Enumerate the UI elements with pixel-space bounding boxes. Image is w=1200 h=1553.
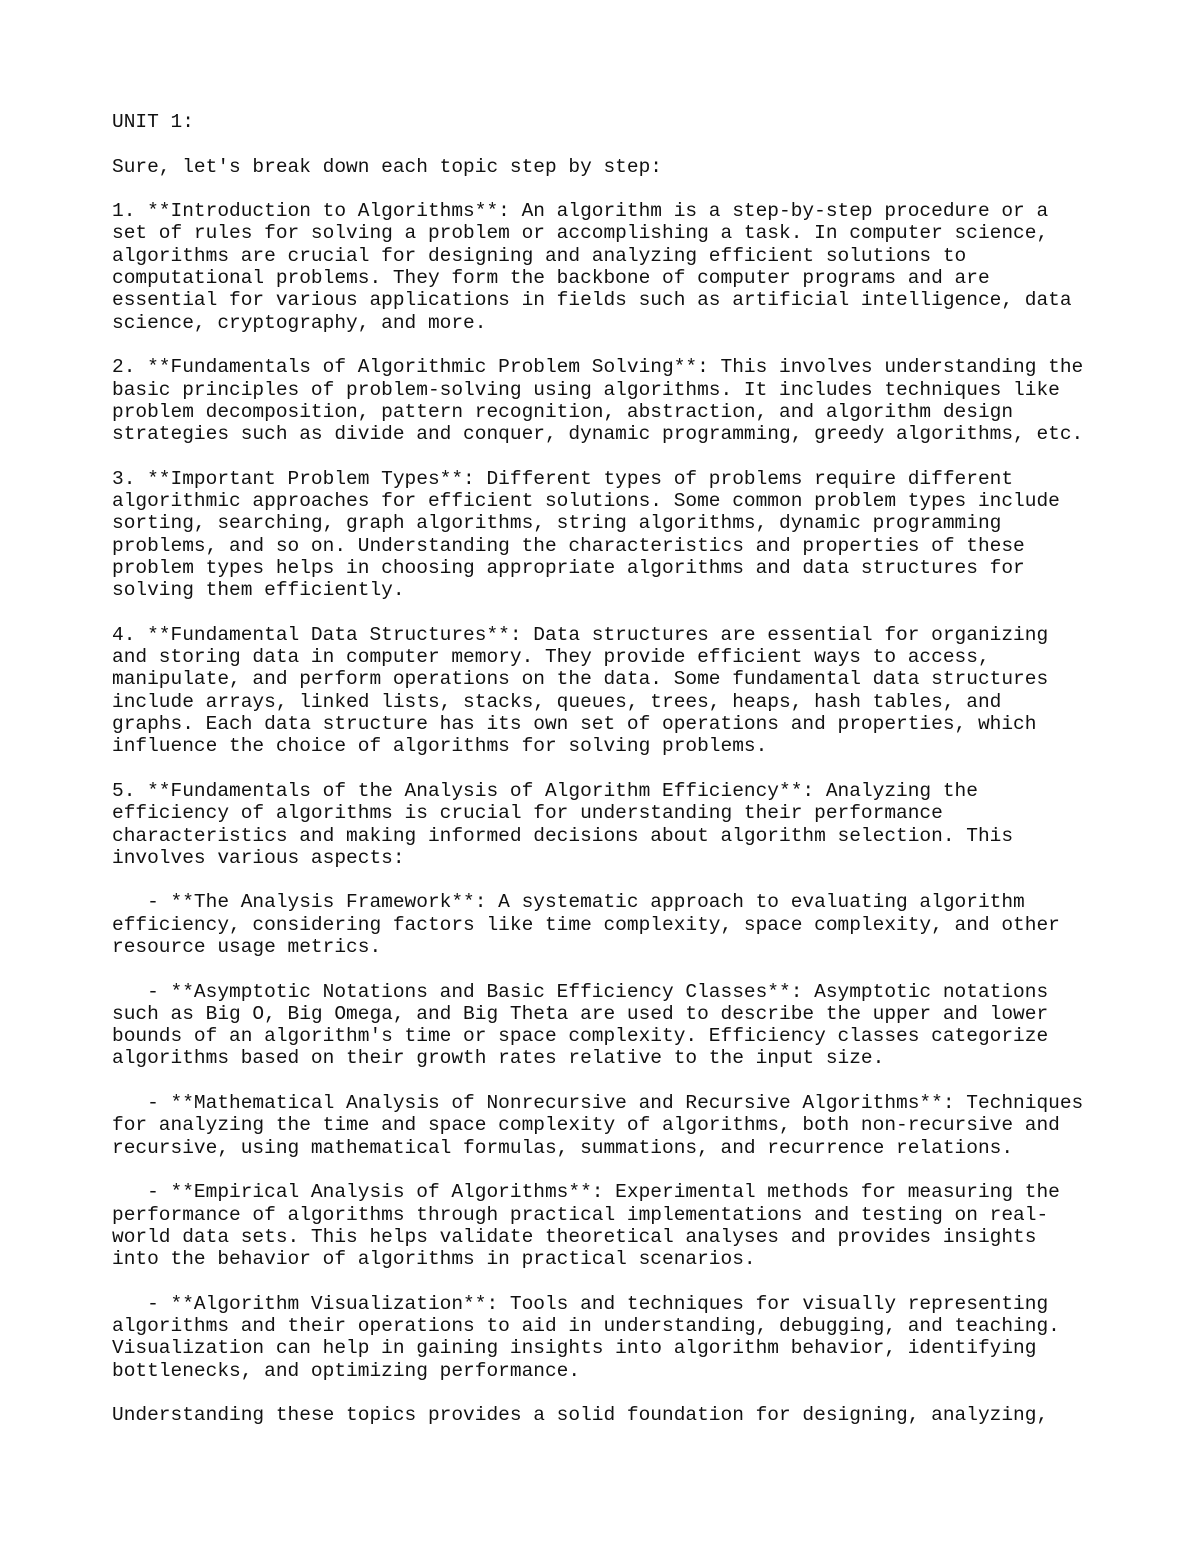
text-line: influence the choice of algorithms for solving problems. xyxy=(112,735,768,758)
text-line: 1. **Introduction to Algorithms**: An algorithm is a step-by-step procedure or a xyxy=(112,200,1049,223)
blank-line xyxy=(112,334,1112,356)
blank-line xyxy=(112,602,1112,624)
text-line: Visualization can help in gaining insights into algorithm behavior, identifying xyxy=(112,1337,1037,1360)
text-line: problem types helps in choosing appropriate algorithms and data structures for xyxy=(112,556,1025,579)
text-line: into the behavior of algorithms in practical scenarios. xyxy=(112,1248,756,1271)
text-line: performance of algorithms through practical implementations and testing on real- xyxy=(112,1203,1049,1226)
text-line: basic principles of problem-solving using algorithms. It includes techniques like xyxy=(112,378,1060,401)
text-line: graphs. Each data structure has its own set of operations and properties, which xyxy=(112,713,1037,736)
text-line: bounds of an algorithm's time or space complexity. Efficiency classes categorize xyxy=(112,1025,1049,1048)
blank-line xyxy=(112,445,1112,467)
text-line: such as Big O, Big Omega, and Big Theta are used to describe the upper and lower xyxy=(112,1002,1049,1025)
text-line: sorting, searching, graph algorithms, string algorithms, dynamic programming xyxy=(112,512,1002,535)
text-line: strategies such as divide and conquer, dynamic programming, greedy algorithms, etc. xyxy=(112,423,1084,446)
text-line: Sure, let's break down each topic step by step: xyxy=(112,155,662,178)
text-line: manipulate, and perform operations on the data. Some fundamental data structures xyxy=(112,668,1049,691)
text-line: efficiency, considering factors like time complexity, space complexity, and other xyxy=(112,913,1060,936)
text-line: essential for various applications in fields such as artificial intelligence, data xyxy=(112,289,1072,312)
blank-line xyxy=(112,758,1112,780)
text-line: Understanding these topics provides a solid foundation for designing, analyzing, xyxy=(112,1404,1049,1427)
text-line: - **Mathematical Analysis of Nonrecursive and Recursive Algorithms**: Techniques xyxy=(112,1092,1084,1115)
text-line: for analyzing the time and space complexity of algorithms, both non-recursive and xyxy=(112,1114,1060,1137)
text-line: characteristics and making informed decisions about algorithm selection. This xyxy=(112,824,1014,847)
text-line: and storing data in computer memory. They provide efficient ways to access, xyxy=(112,646,990,669)
text-line: involves various aspects: xyxy=(112,846,405,869)
text-line: - **The Analysis Framework**: A systematic approach to evaluating algorithm xyxy=(112,891,1025,914)
text-line: problem decomposition, pattern recognition, abstraction, and algorithm design xyxy=(112,400,1014,423)
text-line: algorithms based on their growth rates relative to the input size. xyxy=(112,1047,885,1070)
blank-line xyxy=(112,958,1112,980)
blank-line xyxy=(112,1159,1112,1181)
text-line: - **Asymptotic Notations and Basic Efficiency Classes**: Asymptotic notations xyxy=(112,980,1049,1003)
text-line: recursive, using mathematical formulas, summations, and recurrence relations. xyxy=(112,1136,1014,1159)
blank-line xyxy=(112,1070,1112,1092)
text-line: algorithms and their operations to aid in understanding, debugging, and teaching. xyxy=(112,1315,1060,1338)
blank-line xyxy=(112,178,1112,200)
blank-line xyxy=(112,869,1112,891)
blank-line xyxy=(112,133,1112,155)
blank-line xyxy=(112,1382,1112,1404)
text-line: 3. **Important Problem Types**: Different types of problems require different xyxy=(112,467,1014,490)
text-line: efficiency of algorithms is crucial for understanding their performance xyxy=(112,802,943,825)
text-line: bottlenecks, and optimizing performance. xyxy=(112,1359,581,1382)
text-line: 4. **Fundamental Data Structures**: Data structures are essential for organizing xyxy=(112,623,1049,646)
text-line: set of rules for solving a problem or accomplishing a task. In computer science, xyxy=(112,222,1049,245)
text-line: - **Algorithm Visualization**: Tools and techniques for visually representing xyxy=(112,1292,1049,1315)
text-line: solving them efficiently. xyxy=(112,579,405,602)
document-heading: UNIT 1: xyxy=(112,111,194,133)
text-line: science, cryptography, and more. xyxy=(112,311,487,334)
text-line: algorithmic approaches for efficient solutions. Some common problem types include xyxy=(112,490,1060,513)
document-page xyxy=(112,111,1112,1427)
blank-line xyxy=(112,1270,1112,1292)
text-line: include arrays, linked lists, stacks, queues, trees, heaps, hash tables, and xyxy=(112,690,1002,713)
text-line: 5. **Fundamentals of the Analysis of Algorithm Efficiency**: Analyzing the xyxy=(112,779,978,802)
text-line: computational problems. They form the backbone of computer programs and are xyxy=(112,267,990,290)
text-line: world data sets. This helps validate theoretical analyses and provides insights xyxy=(112,1225,1037,1248)
text-line: 2. **Fundamentals of Algorithmic Problem Solving**: This involves understanding the xyxy=(112,356,1084,379)
text-line: resource usage metrics. xyxy=(112,935,382,958)
text-line: algorithms are crucial for designing and analyzing efficient solutions to xyxy=(112,244,967,267)
text-line: problems, and so on. Understanding the characteristics and properties of these xyxy=(112,534,1025,557)
text-line: - **Empirical Analysis of Algorithms**: Experimental methods for measuring the xyxy=(112,1181,1060,1204)
